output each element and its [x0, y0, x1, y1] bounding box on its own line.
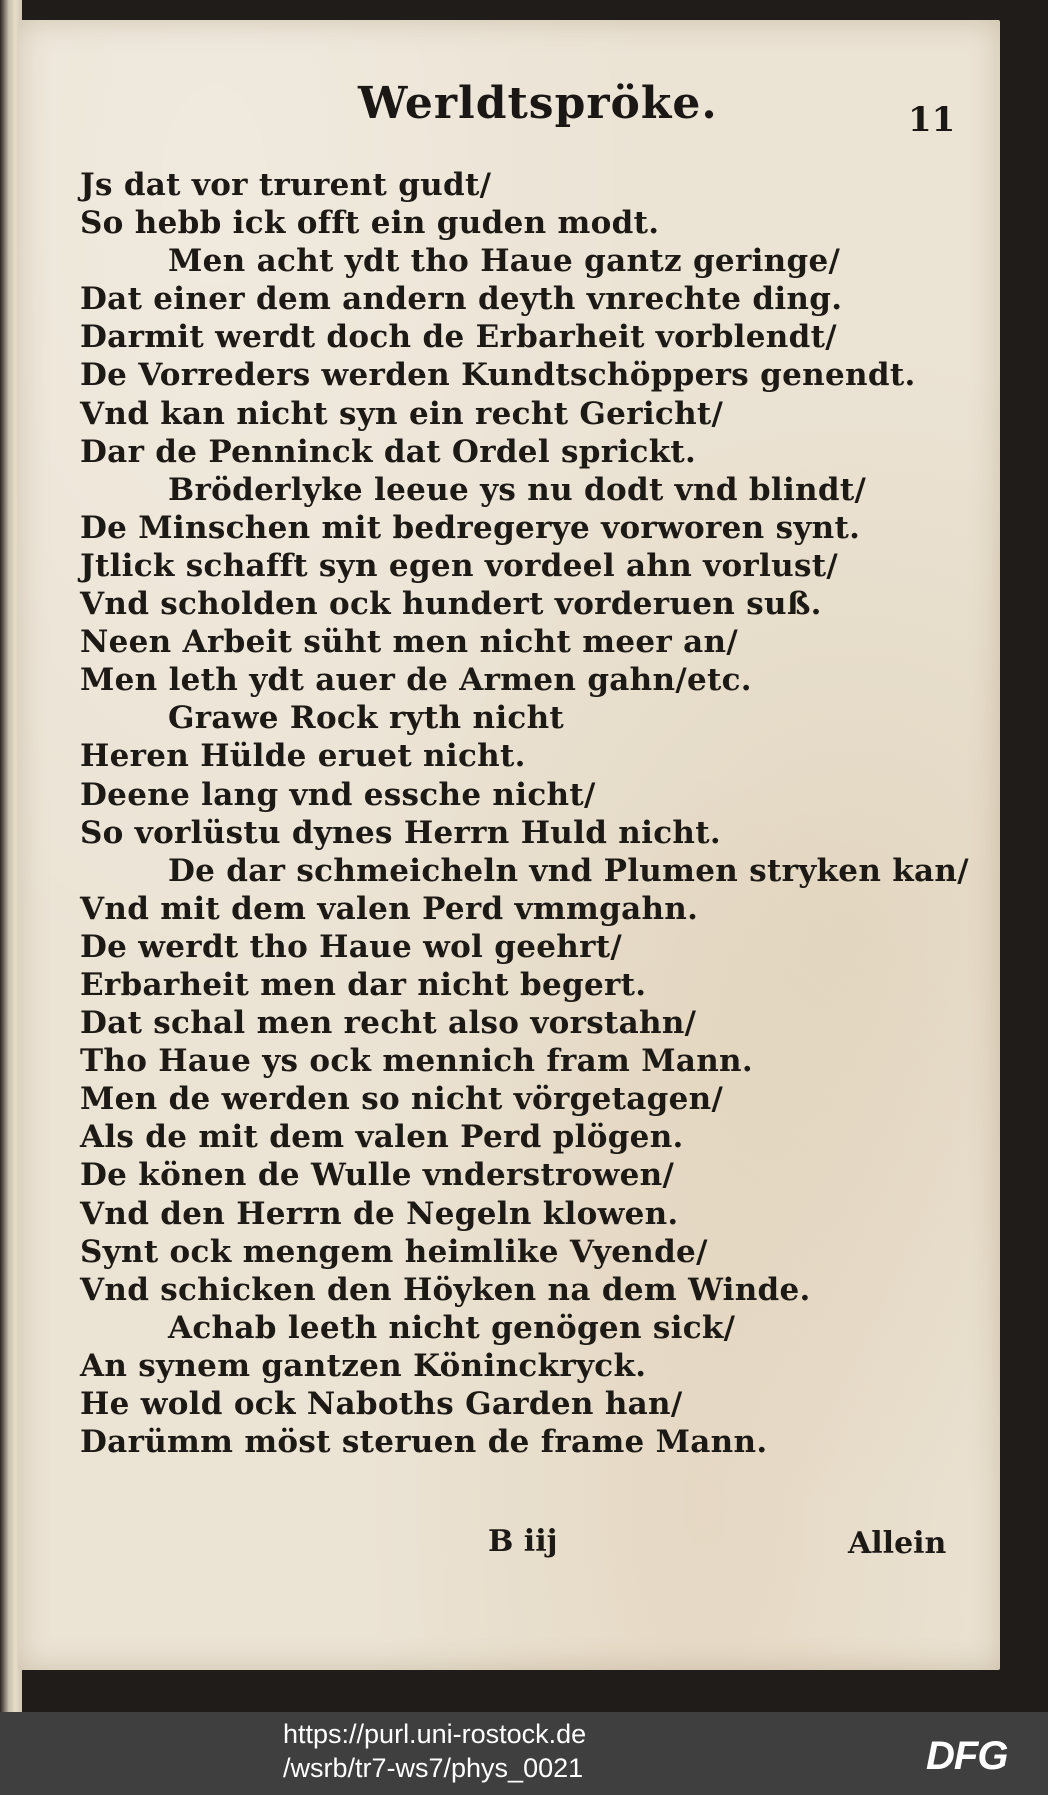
- text-line: Vnd scholden ock hundert vorderuen suß.: [80, 586, 822, 623]
- text-block: [80, 166, 969, 1461]
- text-line: Neen Arbeit süht men nicht meer an/: [80, 624, 738, 661]
- text-line: Men de werden so nicht vörgetagen/: [80, 1081, 724, 1118]
- text-line: Deene lang vnd essche nicht/: [80, 776, 596, 813]
- text-line: Synt ock mengem heimlike Vyende/: [80, 1233, 708, 1270]
- text-line: Js dat vor trurent gudt/: [80, 167, 492, 203]
- text-line: Als de mit dem valen Perd plögen.: [80, 1119, 684, 1156]
- text-line: An synem gantzen Köninckryck.: [80, 1347, 647, 1384]
- text-line: Darmit werdt doch de Erbarheit vorblendt/: [80, 319, 837, 356]
- footer-bar: [0, 1712, 1048, 1795]
- text-line: Dar de Penninck dat Ordel sprickt.: [80, 433, 697, 470]
- permalink-line-2[interactable]: /wsrb/tr7-ws7/phys_0021: [283, 1753, 584, 1783]
- text-line: De werdt tho Haue wol geehrt/: [80, 928, 622, 965]
- text-line: Vnd mit dem valen Perd vmmgahn.: [80, 890, 699, 927]
- text-line: Tho Haue ys ock mennich fram Mann.: [80, 1043, 753, 1080]
- text-line: Vnd kan nicht syn ein recht Gericht/: [80, 395, 724, 432]
- text-line: Dat schal men recht also vorstahn/: [80, 1005, 697, 1042]
- permalink-line-1[interactable]: https://purl.uni-rostock.de: [283, 1719, 587, 1749]
- text-line: Men leth ydt auer de Armen gahn/etc.: [80, 662, 752, 699]
- text-line: Grawe Rock ryth nicht: [168, 700, 565, 737]
- book-page: [18, 20, 1000, 1670]
- text-line: Jtlick schafft syn egen vordeel ahn vorlust/: [80, 547, 838, 584]
- page-number: 11: [908, 100, 956, 140]
- printer-signature: B iij: [488, 1524, 558, 1559]
- text-line: Darümm möst steruen de frame Mann.: [80, 1424, 768, 1461]
- dfg-logo: DFG: [926, 1734, 1008, 1778]
- text-line: Dat einer dem andern deyth vnrechte ding.: [80, 281, 843, 318]
- text-line: So hebb ick offt ein guden modt.: [80, 205, 660, 242]
- text-line: Men acht ydt tho Haue gantz geringe/: [168, 243, 841, 280]
- text-line: Achab leeth nicht genögen sick/: [168, 1309, 736, 1346]
- text-line: Vnd den Herrn de Negeln klowen.: [80, 1195, 679, 1232]
- text-line: Heren Hülde eruet nicht.: [80, 738, 526, 775]
- text-line: De Vorreders werden Kundtschöppers genendt.: [80, 357, 916, 394]
- text-line: Vnd schicken den Höyken na dem Winde.: [80, 1271, 811, 1308]
- text-line: Erbarheit men dar nicht begert.: [80, 966, 647, 1003]
- text-line: De Minschen mit bedregerye vorworen synt.: [80, 509, 861, 546]
- text-line: So vorlüstu dynes Herrn Huld nicht.: [80, 814, 721, 851]
- text-line: De könen de Wulle vnderstrowen/: [80, 1157, 675, 1194]
- text-line: He wold ock Naboths Garden han/: [80, 1386, 683, 1422]
- text-line: De dar schmeicheln vnd Plumen stryken kan/: [168, 852, 969, 889]
- catchword: Allein: [848, 1526, 947, 1561]
- running-title: Werldtspröke.: [358, 78, 718, 129]
- text-line: Bröderlyke leeue ys nu dodt vnd blindt/: [168, 471, 867, 508]
